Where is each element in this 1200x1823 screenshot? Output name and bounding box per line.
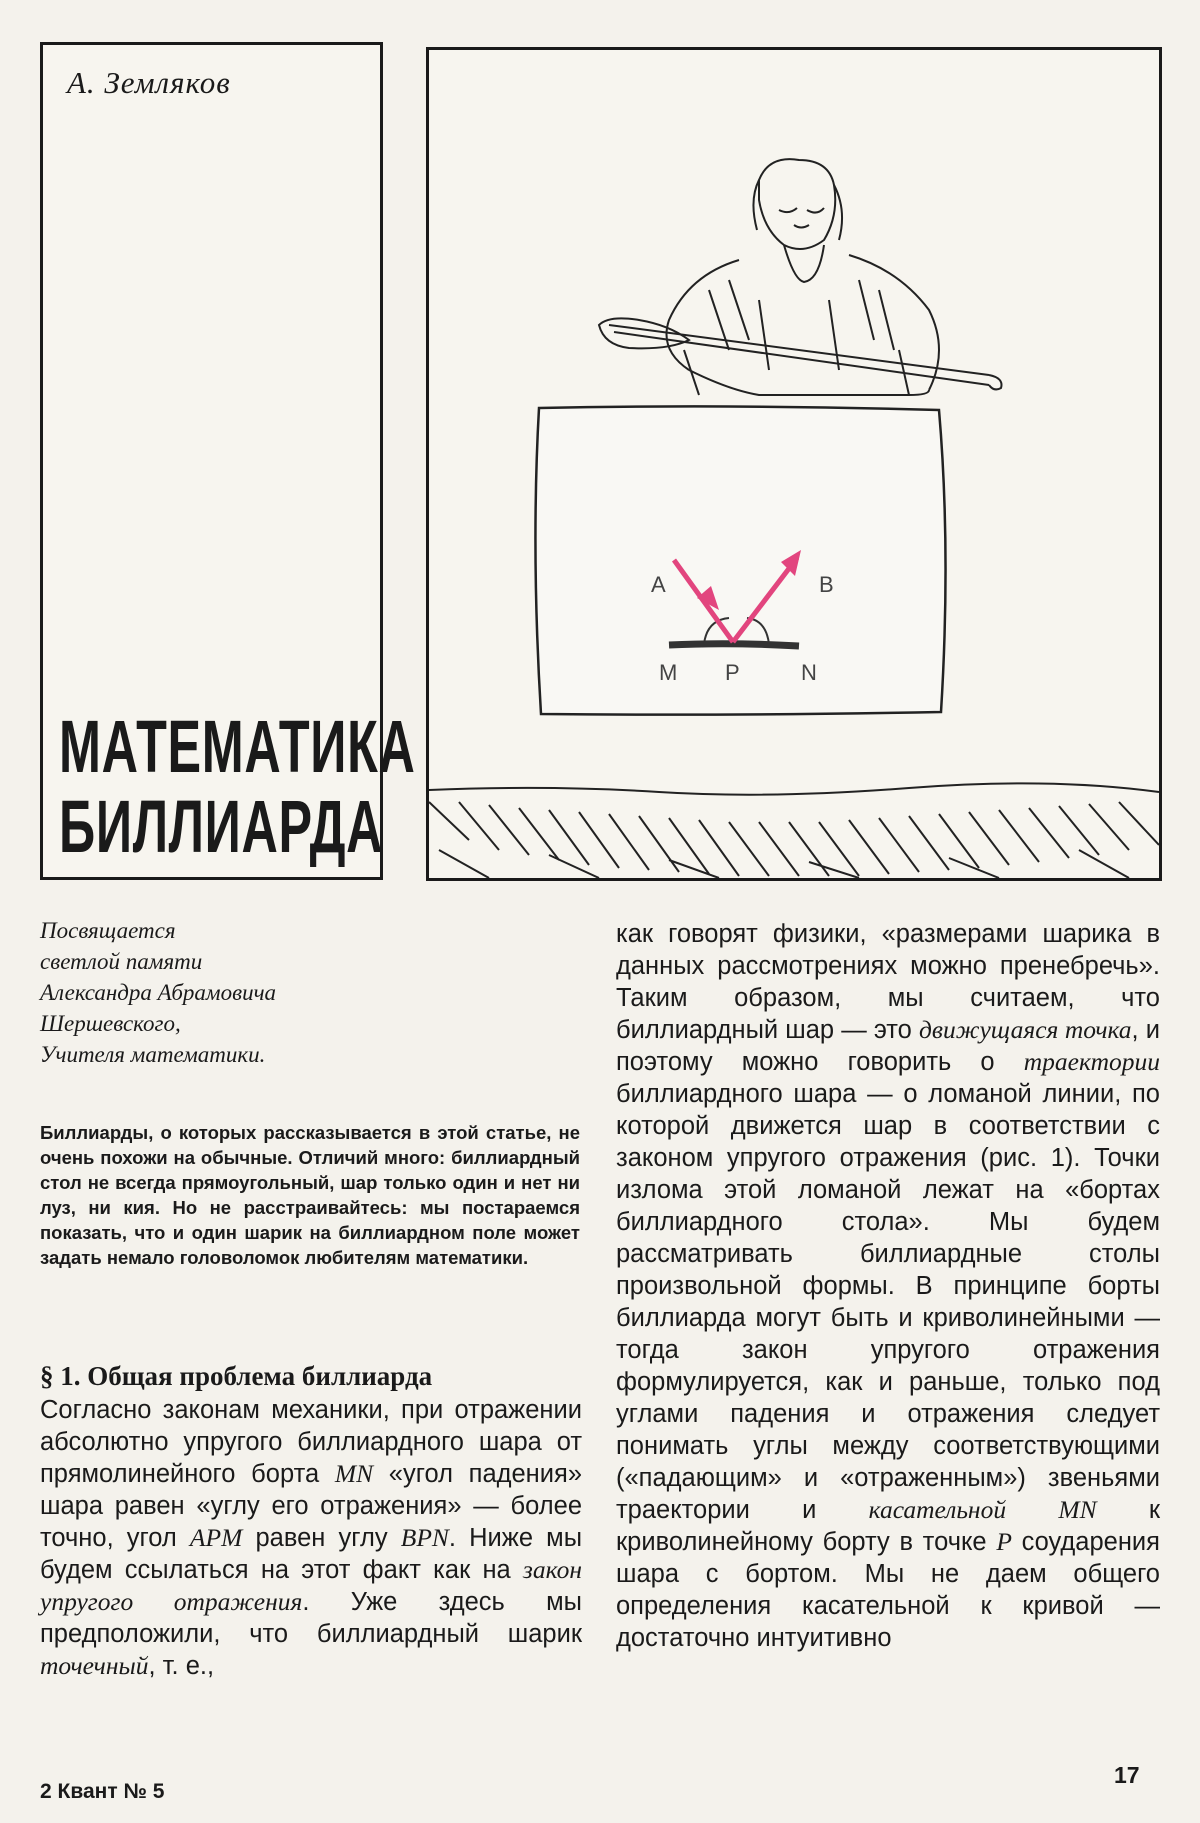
math-symbol: MN: [334, 1459, 374, 1488]
paragraph: [616, 918, 1160, 1654]
math-symbol: P: [996, 1527, 1012, 1556]
label-m: M: [659, 660, 678, 685]
person-sketch: [599, 159, 1002, 395]
billiard-illustration: [429, 50, 1159, 878]
dedication: [40, 915, 480, 1070]
emphasis: касательной: [868, 1495, 1007, 1524]
text-run: , т. е.,: [148, 1652, 215, 1680]
dedication-line: светлой памяти: [40, 949, 203, 974]
text-run: «угол падения» шара равен «углу его отражения» — более точно, угол: [40, 1460, 582, 1552]
text-run: к криволинейному борту в точке: [616, 1496, 1160, 1556]
illustration-panel: [426, 47, 1162, 881]
billiard-board: [535, 406, 945, 714]
math-symbol: BPN: [400, 1523, 449, 1552]
text-run: биллиардного шара — о ломаной линии, по которой движется шар в соответствии с законом упругого отражения (рис. 1). Точки излома этой ломаной лежат на «бортах биллиардного стола». Мы будем рассматривать биллиардные столы произвольной формы. В принципе борты биллиарда могут быть и криволинейными — тогда закон упругого отражения формулируется, как и раньше, только под углами падения и отражения следует понимать углы между соответствующими («падающим» и «отраженным») звеньями траектории и: [616, 1080, 1160, 1524]
text-run: . Уже здесь мы предположили, что биллиардный шарик: [40, 1588, 582, 1648]
footer-signature: 2 Квант № 5: [40, 1780, 165, 1803]
text-run: как говорят физики, «размерами шарика в данных рассмотрениях можно пренебречь». Таким образом, мы считаем, что биллиардный шар — это: [616, 920, 1160, 1044]
floor-hatching: [429, 783, 1159, 878]
paragraph: [40, 1394, 582, 1682]
emphasis: траектории: [1023, 1047, 1160, 1076]
label-p: P: [725, 660, 740, 685]
dedication-line: Шершевского,: [40, 1011, 181, 1036]
section-heading: § 1. Общая проблема биллиарда: [40, 1361, 433, 1391]
abstract: Биллиарды, о которых рассказывается в этой статье, не очень похожи на обычные. Отличий много: биллиардный стол не всегда прямоугольный, шар только один и нет ни луз, ни кия. Но не расстраивайтесь: мы постараемся показать, что и один шарик на биллиардном поле может задать немало головоломок любителям математики.: [40, 1122, 580, 1268]
dedication-line: Учителя математики.: [40, 1042, 266, 1067]
article-title: [59, 707, 416, 867]
text-column-right: [616, 918, 1160, 1654]
title-panel: [40, 42, 416, 880]
dedication-line: Посвящается: [40, 918, 176, 943]
author-name: А. Земляков: [67, 65, 231, 100]
emphasis: точечный: [40, 1651, 149, 1680]
emphasis: движущаяся точка: [919, 1015, 1132, 1044]
text-column-left: [40, 1394, 582, 1682]
text-run: , и поэтому можно говорить о: [616, 1016, 1160, 1076]
label-b: B: [819, 572, 834, 597]
text-run: равен углу: [255, 1524, 388, 1552]
math-symbol: MN: [1058, 1495, 1097, 1524]
article-title-line-1: МАТЕМАТИКА: [59, 705, 416, 788]
math-symbol: APM: [189, 1523, 243, 1552]
text-run: Согласно законам механики, при отражении абсолютно упругого биллиардного шара от прямолинейного борта: [40, 1396, 582, 1488]
text-run: . Ниже мы будем ссылаться на этот факт как на: [40, 1524, 583, 1584]
emphasis: закон упругого отражения: [40, 1555, 582, 1616]
text-run: соударения шара с бортом. Мы не даем общего определения касательной к кривой — достаточно интуитивно: [616, 1528, 1160, 1652]
article-title-line-2: БИЛЛИАРДА: [59, 785, 384, 868]
page-number: 17: [1114, 1762, 1140, 1788]
dedication-line: Александра Абрамовича: [40, 980, 277, 1005]
label-a: A: [651, 572, 666, 597]
label-n: N: [801, 660, 817, 685]
cushion-line: [669, 644, 799, 646]
